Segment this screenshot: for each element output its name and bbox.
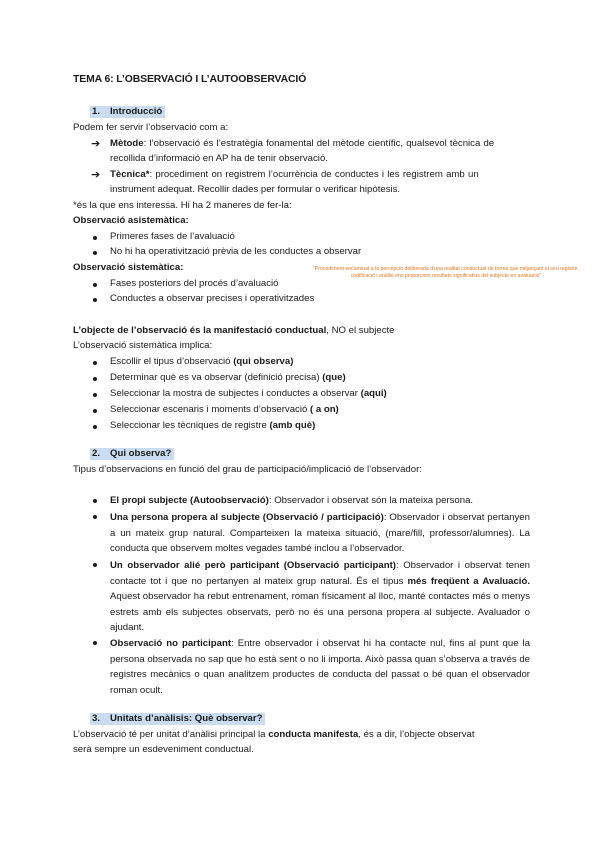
item-text: Determinar què es va observar (definició precisa) xyxy=(110,372,323,383)
item-text: Aquest observador ha rebut entrenament, roman físicament al lloc, manté contactes més o menys estrets amb els subjectes observats, però no és una persona propera al subjecte. Avaluador o ajudant. xyxy=(110,591,530,633)
metode-text: : l’observació és l’estratègia fonamental del mètode científic, qualsevol tècnica de xyxy=(143,138,495,149)
objecte-main: L’objecte de l’observació és la manifestació conductual xyxy=(73,325,327,336)
list-item xyxy=(110,356,293,368)
bullet-icon xyxy=(93,236,97,240)
list-item xyxy=(110,404,339,416)
item-bold: Observació no participant xyxy=(110,638,232,649)
footnote: *és la que ens interessa. Hi ha 2 maneres de fer-la: xyxy=(73,200,292,211)
bullet-icon xyxy=(93,563,97,567)
paragraph-line: serà sempre un esdeveniment conductual. xyxy=(73,744,254,755)
list-item xyxy=(110,558,530,636)
page-title: TEMA 6: L’OBSERVACIÓ I L’AUTOOBSERVACIÓ xyxy=(73,74,307,85)
list-item: Fases posteriors del procés d’avaluació xyxy=(110,278,279,289)
objecte-tail: , NO el subjecte xyxy=(326,325,395,336)
item-text: : Observador i observat són la mateixa persona. xyxy=(268,495,474,506)
section-heading-2 xyxy=(90,448,174,460)
item-bold: (que) xyxy=(322,372,346,383)
bullet-icon xyxy=(93,499,97,503)
metode-line-1 xyxy=(110,138,494,150)
arrow-icon: ➔ xyxy=(91,169,101,181)
list-item xyxy=(110,388,387,400)
para-bold: conducta manifesta xyxy=(268,729,359,740)
objecte-statement xyxy=(73,325,395,337)
arrow-icon: ➔ xyxy=(91,138,101,150)
para-text: , és a dir, l’objecte observat xyxy=(358,729,475,740)
bullet-icon xyxy=(93,409,97,413)
paragraph-line xyxy=(73,729,475,741)
list-item xyxy=(110,372,346,384)
bullet-icon xyxy=(93,361,97,365)
item-text: : Observador i observat tenen contacte tot i que no pertanyen al mateix grup natural. És el tipus xyxy=(110,560,530,587)
item-bold: ( a on) xyxy=(309,404,339,415)
section-title: Qui observa? xyxy=(110,448,172,459)
metode-line-2: recollida d’informació en AP ha de tenir observació. xyxy=(110,153,328,164)
item-text: : Entre observador i observat hi ha contacte nul, fins al punt que la persona observada no sap que ho està sent o no li importa. Això passa quan s’observa a través de registres mecànics o quan analitzem productes de conducta del passat o bé quan el observador roman ocult. xyxy=(110,638,530,696)
item-text: : Observador i observat pertanyen a un mateix grup natural. Comparteixen la mateixa situació, (mare/fill, professor/alumnes). La conducta que observem moltes vegades també inclou a l’observador. xyxy=(110,512,530,554)
bullet-icon xyxy=(93,283,97,287)
section-title: Introducció xyxy=(110,106,163,117)
bullet-icon xyxy=(93,515,97,519)
tecnica-line-2: instrument adequat. Recollir dades per formular o verificar hipòtesis. xyxy=(110,184,401,195)
metode-term: Mètode xyxy=(110,138,144,149)
item-bold: més freqüent a Avaluació. xyxy=(407,575,530,587)
item-text: Seleccionar la mostra de subjectes i conductes a observar xyxy=(110,388,361,399)
bullet-icon xyxy=(93,377,97,381)
margin-comment: “Procediment encaminat a la percepció deliberada d’una realitat conductual de forma que mitjançant el seu registre, codificació i anàlisi ens proporcioni resultats significatius del subjecte en avaluació” xyxy=(313,266,579,279)
item-bold: (aqui) xyxy=(360,388,387,399)
bullet-icon xyxy=(93,393,97,397)
bullet-icon xyxy=(93,298,97,302)
section-heading-1 xyxy=(90,106,165,118)
item-bold: El propi subjecte (Autoobservació) xyxy=(110,495,269,506)
tecnica-text: : procediment on registrem l’ocurrència de conductes i les registrem amb un xyxy=(149,169,479,180)
list-item xyxy=(110,494,530,507)
item-text: Seleccionar escenaris i moments d’observació xyxy=(110,404,310,415)
tecnica-line-1 xyxy=(110,169,479,181)
bullet-icon xyxy=(93,251,97,255)
section-number: 3. xyxy=(92,713,101,724)
item-text: Seleccionar les tècniques de registre xyxy=(110,420,270,431)
bullet-icon xyxy=(93,425,97,429)
section-number: 1. xyxy=(92,106,101,117)
section-title: Unitats d’anàlisis: Què observar? xyxy=(110,713,263,724)
intro-text: Tipus d’observacions en funció del grau de participació/implicació de l’observador: xyxy=(73,464,422,475)
sistematica-heading: Observació sistemàtica: xyxy=(73,262,184,273)
item-bold: Una persona propera al subjecte (Observació / participació) xyxy=(110,512,384,523)
tecnica-term: Tècnica* xyxy=(110,169,150,180)
intro-text: Podem fer servir l’observació com a: xyxy=(73,122,229,133)
implica-text: L’observació sistemàtica implica: xyxy=(73,340,213,351)
section-number: 2. xyxy=(92,448,101,459)
list-item: Conductes a observar precises i operativitzades xyxy=(110,293,315,304)
item-bold: (qui observa) xyxy=(233,356,294,367)
item-bold: (amb què) xyxy=(269,420,316,431)
list-item xyxy=(110,420,315,432)
list-item: Primeres fases de l’avaluació xyxy=(110,231,235,242)
para-text: L’observació té per unitat d’anàlisi principal la xyxy=(73,729,269,740)
list-item xyxy=(110,510,530,557)
bullet-icon xyxy=(93,641,97,645)
list-item: No hi ha operativització prèvia de les conductes a observar xyxy=(110,246,362,257)
asistematica-heading: Observació asistemàtica: xyxy=(73,215,189,226)
item-bold: Un observador alié però participant (Observació participant) xyxy=(110,560,396,571)
list-item xyxy=(110,636,530,698)
item-text: Escollir el tipus d’observació xyxy=(110,356,234,367)
section-heading-3 xyxy=(90,713,265,725)
